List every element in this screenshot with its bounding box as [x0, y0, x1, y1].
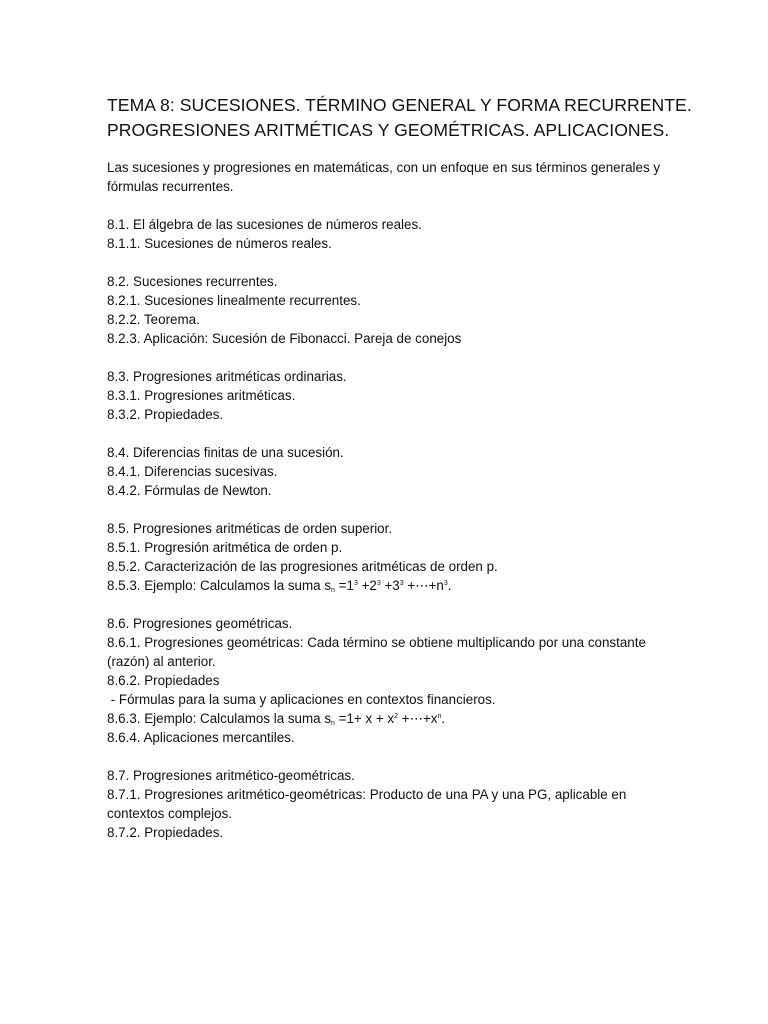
document-title	[107, 93, 692, 143]
formula-subscript: n	[331, 587, 335, 594]
section-8-5	[107, 519, 682, 595]
subsection-item-formula	[107, 709, 682, 728]
section-8-2	[107, 272, 682, 348]
title-line-1: TEMA 8: SUCESIONES. TÉRMINO GENERAL Y FORMA RECURRENTE.	[107, 95, 692, 115]
section-heading: 8.2. Sucesiones recurrentes.	[107, 274, 278, 289]
formula-text: =1+ x + x	[334, 711, 395, 726]
title-line-2: PROGRESIONES ARITMÉTICAS Y GEOMÉTRICAS. APLICACIONES.	[107, 120, 670, 140]
formula-superscript: 3	[376, 580, 381, 587]
subsection-item: 8.4.1. Diferencias sucesivas.	[107, 464, 278, 479]
subsection-item-formula	[107, 576, 682, 595]
formula-superscript: n	[437, 713, 442, 720]
subsection-item: 8.6.2. Propiedades	[107, 673, 220, 688]
formula-text: +⋯+x	[398, 711, 438, 726]
intro-paragraph: Las sucesiones y progresiones en matemáticas, con un enfoque en sus términos generales y fórmulas recurrentes.	[107, 160, 661, 194]
section-heading: 8.3. Progresiones aritméticas ordinarias.	[107, 369, 347, 384]
subsection-item: 8.1.1. Sucesiones de números reales.	[107, 236, 332, 251]
formula-superscript: 2	[394, 713, 399, 720]
subsection-item: 8.2.3. Aplicación: Sucesión de Fibonacci. Pareja de conejos	[107, 331, 462, 346]
formula-text: +2	[357, 578, 377, 593]
subsection-item: 8.2.2. Teorema.	[107, 312, 200, 327]
subsection-item: 8.5.1. Progresión aritmética de orden p.	[107, 540, 343, 555]
subsection-item: 8.4.2. Fórmulas de Newton.	[107, 483, 272, 498]
bullet-item: - Fórmulas para la suma y aplicaciones en contextos financieros.	[107, 692, 496, 707]
section-heading: 8.7. Progresiones aritmético-geométricas.	[107, 768, 355, 783]
subsection-item: 8.2.1. Sucesiones linealmente recurrentes.	[107, 293, 361, 308]
formula-text: +3	[380, 578, 400, 593]
formula-subscript: n	[331, 720, 335, 727]
subsection-item: 8.3.1. Progresiones aritméticas.	[107, 388, 296, 403]
formula-text: 8.6.3. Ejemplo: Calculamos la suma s	[107, 711, 332, 726]
formula-text: +⋯+n	[403, 578, 444, 593]
section-8-6	[107, 614, 682, 747]
formula-text: 8.5.3. Ejemplo: Calculamos la suma s	[107, 578, 332, 593]
subsection-item: 8.5.2. Caracterización de las progresiones aritméticas de orden p.	[107, 559, 498, 574]
document-page	[107, 93, 692, 861]
subsection-item: 8.6.4. Aplicaciones mercantiles.	[107, 730, 295, 745]
section-8-1	[107, 215, 682, 253]
section-8-7	[107, 766, 682, 842]
formula-superscript: 3	[443, 580, 448, 587]
section-heading: 8.4. Diferencias finitas de una sucesión.	[107, 445, 344, 460]
formula-text: .	[441, 711, 446, 726]
section-8-3	[107, 367, 682, 424]
subsection-item: 8.6.1. Progresiones geométricas: Cada término se obtiene multiplicando por una constante (razón) al anterior.	[107, 635, 646, 669]
section-heading: 8.5. Progresiones aritméticas de orden superior.	[107, 521, 393, 536]
formula-superscript: 3	[353, 580, 358, 587]
subsection-item: 8.3.2. Propiedades.	[107, 407, 224, 422]
subsection-item: 8.7.2. Propiedades.	[107, 825, 224, 840]
formula-text: =1	[334, 578, 354, 593]
section-heading: 8.6. Progresiones geométricas.	[107, 616, 293, 631]
section-8-4	[107, 443, 682, 500]
formula-superscript: 3	[399, 580, 404, 587]
subsection-item: 8.7.1. Progresiones aritmético-geométricas: Producto de una PA y una PG, aplicable en contextos complejos.	[107, 787, 627, 821]
formula-text: .	[447, 578, 452, 593]
section-heading: 8.1. El álgebra de las sucesiones de números reales.	[107, 217, 422, 232]
